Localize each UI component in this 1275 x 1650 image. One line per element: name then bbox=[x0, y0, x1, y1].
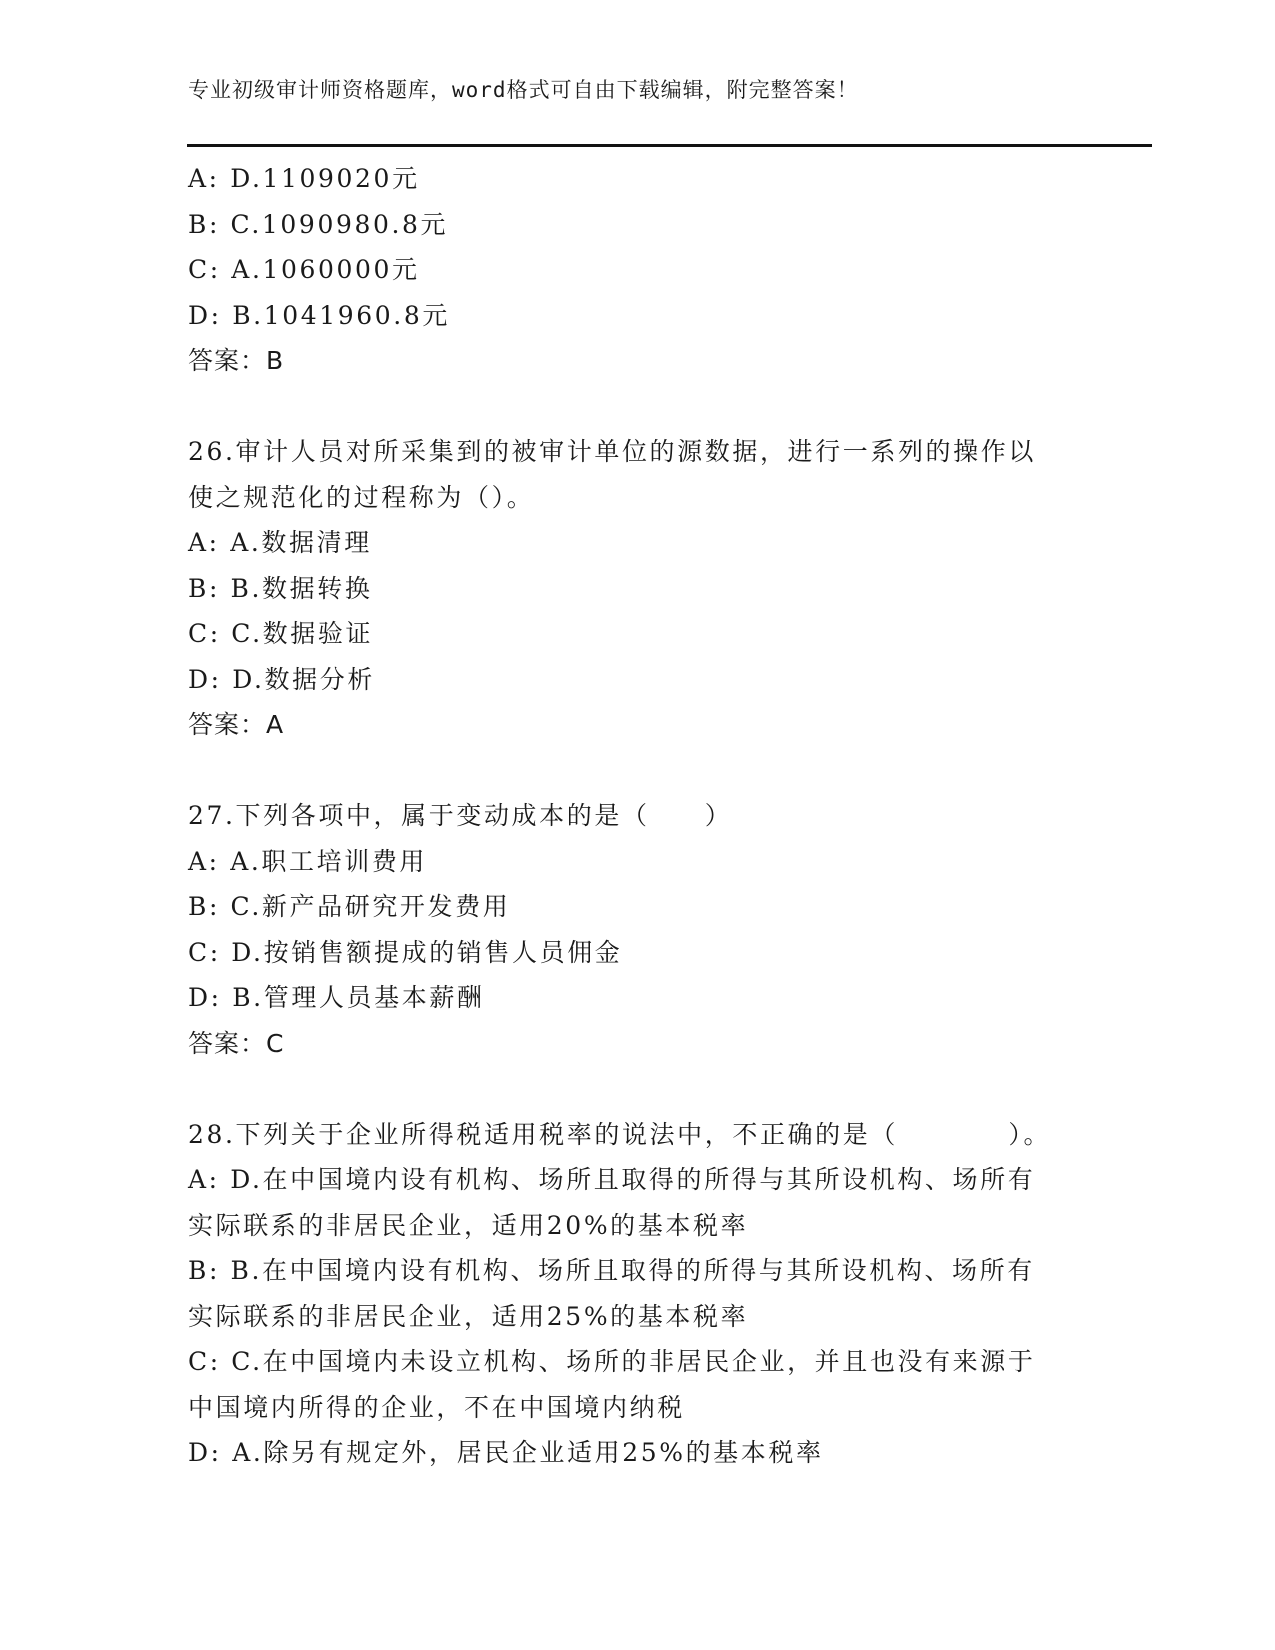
option-line: D: B.1041960.8元 bbox=[188, 300, 450, 330]
option-line: D: A.除另有规定外，居民企业适用25%的基本税率 bbox=[188, 1438, 824, 1467]
option-line: A: D.1109020元 bbox=[188, 164, 420, 193]
option-line: A: D.在中国境内设有机构、场所且取得的所得与其所设机构、场所有 bbox=[188, 1165, 1036, 1194]
option-line: 实际联系的非居民企业，适用25%的基本税率 bbox=[188, 1301, 749, 1331]
option-line: D: D.数据分析 bbox=[188, 664, 375, 694]
option-line: B: C.1090980.8元 bbox=[188, 209, 449, 239]
question-27 bbox=[188, 793, 1088, 1066]
question-25-options bbox=[188, 156, 1088, 384]
answer-line: 答案：B bbox=[188, 346, 285, 375]
spacer bbox=[188, 384, 1088, 430]
option-line: C: C.在中国境内未设立机构、场所的非居民企业，并且也没有来源于 bbox=[188, 1347, 1036, 1376]
spacer bbox=[188, 1066, 1088, 1112]
header-divider bbox=[187, 144, 1152, 147]
option-line: 中国境内所得的企业，不在中国境内纳税 bbox=[188, 1392, 685, 1422]
option-line: C: D.按销售额提成的销售人员佣金 bbox=[188, 937, 623, 967]
option-line: D: B.管理人员基本薪酬 bbox=[188, 983, 485, 1012]
question-28 bbox=[188, 1112, 1088, 1476]
question-26 bbox=[188, 429, 1088, 748]
question-stem: 26.审计人员对所采集到的被审计单位的源数据，进行一系列的操作以 bbox=[188, 437, 1036, 466]
question-stem: 使之规范化的过程称为（）。 bbox=[188, 482, 535, 512]
document-body bbox=[188, 156, 1088, 1476]
option-line: B: C.新产品研究开发费用 bbox=[188, 892, 511, 921]
option-line: C: A.1060000元 bbox=[188, 255, 420, 284]
page-header-text: 专业初级审计师资格题库，word格式可自由下载编辑，附完整答案！ bbox=[188, 78, 859, 102]
question-stem: 27.下列各项中，属于变动成本的是（ ） bbox=[188, 801, 733, 830]
spacer bbox=[188, 748, 1088, 794]
option-line: B: B.在中国境内设有机构、场所且取得的所得与其所设机构、场所有 bbox=[188, 1256, 1035, 1285]
answer-line: 答案：A bbox=[188, 710, 285, 739]
option-line: A: A.数据清理 bbox=[188, 528, 372, 557]
option-line: 实际联系的非居民企业，适用20%的基本税率 bbox=[188, 1210, 749, 1240]
option-line: B: B.数据转换 bbox=[188, 573, 373, 603]
question-stem: 28.下列关于企业所得税适用税率的说法中，不正确的是（ ）。 bbox=[188, 1119, 1052, 1149]
option-line: A: A.职工培训费用 bbox=[188, 846, 428, 876]
answer-line: 答案：C bbox=[188, 1028, 285, 1058]
option-line: C: C.数据验证 bbox=[188, 619, 374, 648]
